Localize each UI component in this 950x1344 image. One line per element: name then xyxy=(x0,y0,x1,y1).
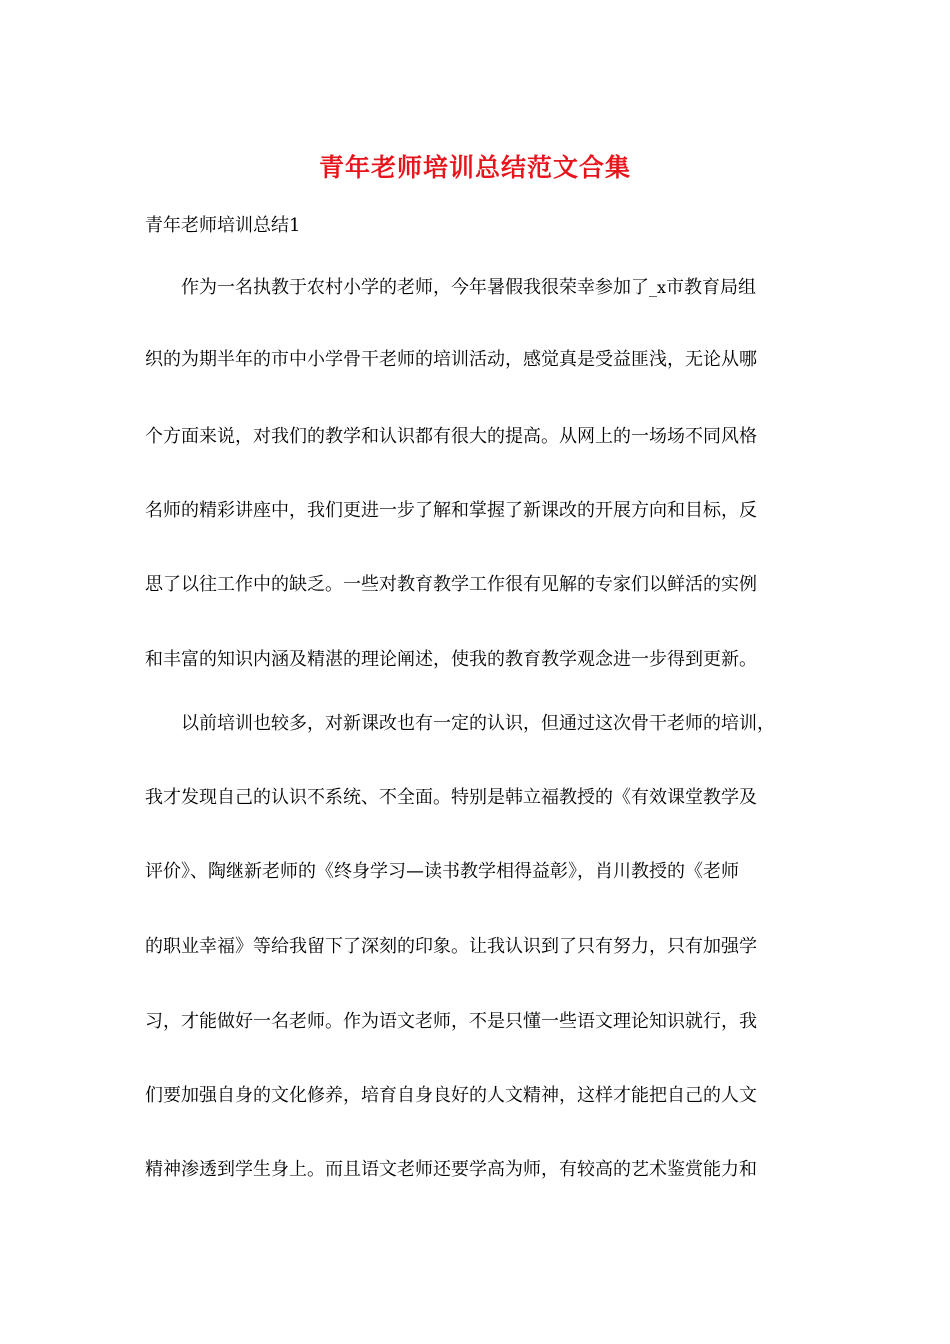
paragraph-2-line-5: 习，才能做好一名老师。作为语文老师，不是只懂一些语文理论知识就行，我 xyxy=(145,1011,757,1032)
paragraph-2-line-6: 们要加强自身的文化修养，培育自身良好的人文精神，这样才能把自己的人文 xyxy=(145,1085,757,1106)
section-heading-text: 青年老师培训总结 xyxy=(145,215,289,236)
document-title: 青年老师培训总结范文合集 xyxy=(318,153,631,182)
section-number: 1 xyxy=(289,215,301,236)
p1-line1-blank: _x xyxy=(649,278,667,297)
paragraph-1-line-6: 和丰富的知识内涵及精湛的理论阐述，使我的教育教学观念进一步得到更新。 xyxy=(145,649,757,670)
p1-line1-part-c: 市教育局组 xyxy=(666,277,757,298)
section-heading xyxy=(145,211,300,237)
paragraph-2-line-1: 以前培训也较多，对新课改也有一定的认识，但通过这次骨干老师的培训， xyxy=(181,713,775,734)
paragraph-1-line-3: 个方面来说，对我们的教学和认识都有很大的提高。从网上的一场场不同风格 xyxy=(145,426,757,447)
paragraph-1-line-5: 思了以往工作中的缺乏。一些对教育教学工作很有见解的专家们以鲜活的实例 xyxy=(145,574,757,595)
paragraph-1-line-4: 名师的精彩讲座中，我们更进一步了解和掌握了新课改的开展方向和目标，反 xyxy=(145,500,757,521)
paragraph-2-line-7: 精神渗透到学生身上。而且语文老师还要学高为师，有较高的艺术鉴赏能力和 xyxy=(145,1159,757,1180)
paragraph-1-line-1 xyxy=(181,276,810,300)
paragraph-2-line-4: 的职业幸福》等给我留下了深刻的印象。让我认识到了只有努力，只有加强学 xyxy=(145,936,757,957)
paragraph-1-line-2: 织的为期半年的市中小学骨干老师的培训活动，感觉真是受益匪浅，无论从哪 xyxy=(145,349,757,370)
p1-line1-part-a: 作为一名执教于农村小学的老师，今年暑假我很荣幸参加了 xyxy=(181,277,649,298)
paragraph-2-line-2: 我才发现自己的认识不系统、不全面。特别是韩立福教授的《有效课堂教学及 xyxy=(145,787,757,808)
paragraph-2-line-3: 评价》、陶继新老师的《终身学习—读书教学相得益彰》，肖川教授的《老师 xyxy=(145,861,739,882)
